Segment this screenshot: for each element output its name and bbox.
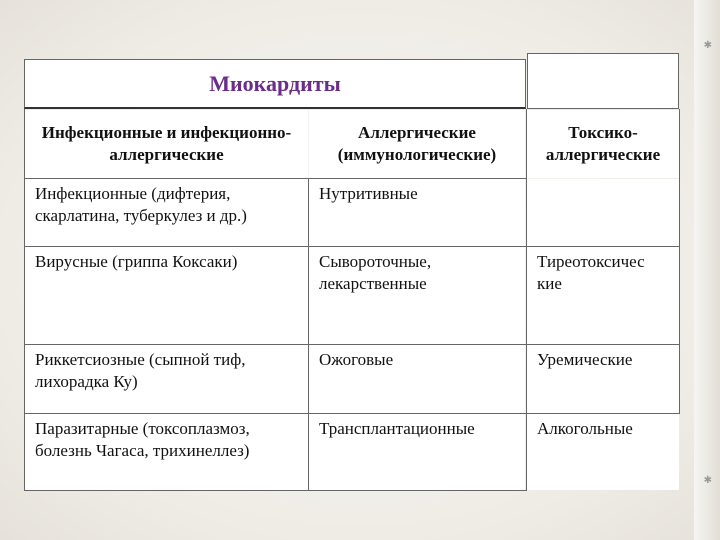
page-corner-mark-top: ✱: [703, 40, 712, 51]
page-corner-mark-bottom: ✱: [703, 475, 712, 486]
cell-r2-c2: Сывороточные, лекарственные: [309, 247, 525, 344]
grid-line-col1: [308, 178, 309, 491]
grid-line-left: [24, 109, 25, 491]
cell-r1-c1: Инфекционные (дифтерия, скарлатина, туберкулез и др.): [25, 179, 308, 246]
cell-r2-c1: Вирусные (гриппа Коксаки): [25, 247, 308, 344]
grid-line-right: [679, 109, 680, 414]
cell-r2-c3: Тиреотоксичес кие: [527, 247, 679, 344]
header-allergic: Аллергические (иммунологические): [309, 110, 525, 178]
toxic-header-frame: [527, 53, 679, 109]
cell-r1-c3: [527, 179, 679, 246]
header-infectious: Инфекционные и инфекционно-аллергические: [25, 110, 308, 178]
grid-line-row1-bottom: [24, 246, 680, 247]
grid-line-bottom: [24, 490, 527, 491]
header-toxic-allergic: Токсико-аллергические: [527, 110, 679, 178]
cell-r1-c2: Нутритивные: [309, 179, 525, 246]
cell-r3-c3: Уремические: [527, 345, 679, 413]
page-edge: [694, 0, 720, 540]
table-title: Миокардиты: [209, 71, 341, 96]
cell-r3-c2: Ожоговые: [309, 345, 525, 413]
cell-r4-c2: Трансплантационные: [309, 414, 525, 490]
grid-line-header-bottom: [24, 178, 526, 179]
grid-line-row2-bottom: [24, 344, 680, 345]
cell-r4-c1: Паразитарные (токсоплазмоз, болезнь Чагаса, трихинеллез): [25, 414, 308, 490]
grid-line-row3-bottom: [24, 413, 680, 414]
cell-r3-c1: Риккетсиозные (сыпной тиф, лихорадка Ку): [25, 345, 308, 413]
cell-r4-c3: Алкогольные: [527, 414, 679, 490]
grid-line-col2: [526, 109, 527, 491]
